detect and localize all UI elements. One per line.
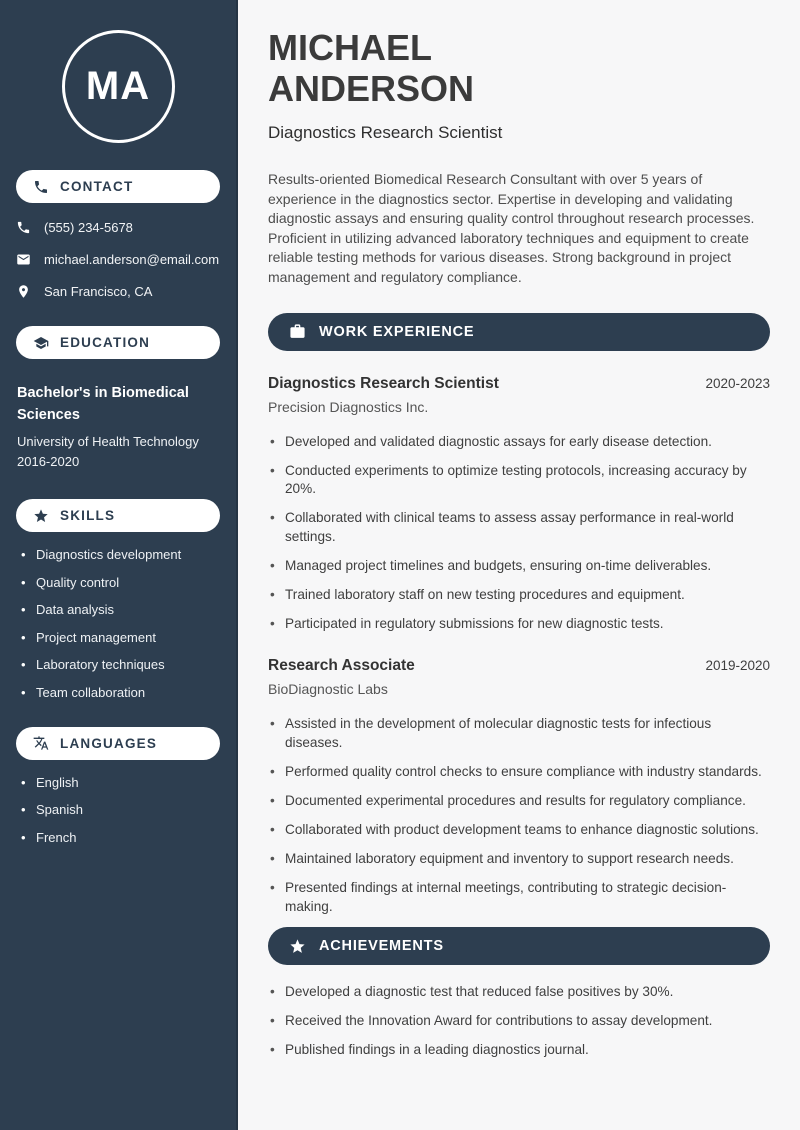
job-bullet: • Performed quality control checks to ensure compliance with industry standards. <box>270 763 770 781</box>
avatar-initials: MA <box>85 64 151 108</box>
contact-section-header <box>16 170 220 203</box>
job-company: Precision Diagnostics Inc. <box>268 398 429 415</box>
sidebar <box>0 0 238 1130</box>
skills-list <box>0 547 236 700</box>
contact-phone: (555) 234-5678 <box>44 220 133 235</box>
job-company: BioDiagnostic Labs <box>268 681 388 698</box>
education-degree: Bachelor's in Biomedical Sciences <box>17 385 189 424</box>
achievements-heading: ACHIEVEMENTS <box>319 938 444 955</box>
job-bullet: • Trained laboratory staff on new testing procedures and equipment. <box>270 586 770 604</box>
contact-location: San Francisco, CA <box>44 284 153 299</box>
skill-item: • Laboratory techniques <box>21 657 219 672</box>
main-column <box>238 0 800 1130</box>
avatar <box>62 30 175 143</box>
languages-section-header <box>16 727 220 760</box>
skills-heading: SKILLS <box>60 508 116 524</box>
work-experience-section-header <box>268 313 770 351</box>
skill-item: • Team collaboration <box>21 685 219 700</box>
job-bullet: • Collaborated with product development teams to enhance diagnostic solutions. <box>270 821 770 839</box>
mail-icon <box>16 252 31 267</box>
education-school-name: University of Health Technology <box>17 433 199 449</box>
languages-heading: LANGUAGES <box>60 735 158 751</box>
achievement-bullet: • Developed a diagnostic test that reduced false positives by 30%. <box>270 983 770 1001</box>
candidate-first-name: MICHAEL <box>268 27 432 68</box>
job-bullet: • Presented findings at internal meetings, contributing to strategic decision-making. <box>270 879 770 916</box>
education-section-header <box>16 326 220 359</box>
star-icon <box>289 938 306 955</box>
job-header <box>268 657 770 675</box>
job-bullet-list <box>268 433 770 634</box>
job-bullet: • Managed project timelines and budgets, ensuring on-time deliverables. <box>270 557 770 575</box>
contact-phone-row <box>16 220 220 235</box>
job-bullet: • Collaborated with clinical teams to assess assay performance in real-world settings. <box>270 509 770 546</box>
language-item: • Spanish <box>21 802 219 817</box>
work-experience-heading: WORK EXPERIENCE <box>319 323 475 340</box>
education-heading: EDUCATION <box>60 335 151 350</box>
achievements-section-header <box>268 927 770 965</box>
language-item: • English <box>21 775 219 790</box>
contact-email: michael.anderson@email.com <box>44 252 220 267</box>
contact-location-row <box>16 284 220 299</box>
translate-icon <box>33 735 49 751</box>
job-dates: 2020-2023 <box>705 375 770 391</box>
languages-list <box>0 775 236 845</box>
phone-icon <box>33 179 49 195</box>
skill-item: • Project management <box>21 630 219 645</box>
job-bullet: • Participated in regulatory submissions for new diagnostic tests. <box>270 615 770 633</box>
candidate-job-title: Diagnostics Research Scientist <box>268 123 503 143</box>
candidate-name <box>268 27 770 109</box>
job-bullet: • Assisted in the development of molecular diagnostic tests for infectious diseases. <box>270 715 770 752</box>
achievements-list <box>268 983 770 1060</box>
briefcase-icon <box>289 323 306 340</box>
contact-email-row <box>16 252 220 267</box>
star-icon <box>33 508 49 524</box>
education-years: 2016-2020 <box>17 454 80 470</box>
job-bullet: • Developed and validated diagnostic assays for early disease detection. <box>270 433 770 451</box>
education-school <box>17 432 219 472</box>
job-header <box>268 375 770 393</box>
location-pin-icon <box>16 284 31 299</box>
job-bullet: • Documented experimental procedures and results for regulatory compliance. <box>270 792 770 810</box>
skill-item: • Diagnostics development <box>21 547 219 562</box>
job-dates: 2019-2020 <box>705 658 770 674</box>
candidate-last-name: ANDERSON <box>268 68 475 110</box>
contact-list <box>0 220 236 299</box>
contact-heading: CONTACT <box>60 179 134 194</box>
job-title: Diagnostics Research Scientist <box>268 374 499 392</box>
phone-icon <box>16 220 31 235</box>
job-bullet-list <box>268 715 770 916</box>
education-entry <box>17 382 219 472</box>
achievement-bullet: • Received the Innovation Award for contributions to assay development. <box>270 1012 770 1030</box>
skill-item: • Data analysis <box>21 602 219 617</box>
skill-item: • Quality control <box>21 575 219 590</box>
job-title: Research Associate <box>268 657 415 675</box>
job-entry <box>268 657 770 916</box>
job-bullet: • Conducted experiments to optimize testing protocols, increasing accuracy by 20%. <box>270 462 770 499</box>
achievement-bullet: • Published findings in a leading diagnostics journal. <box>270 1041 770 1059</box>
skills-section-header <box>16 499 220 532</box>
graduation-cap-icon <box>33 335 49 351</box>
job-bullet: • Maintained laboratory equipment and inventory to support research needs. <box>270 850 770 868</box>
language-item: • French <box>21 830 219 845</box>
professional-summary: Results-oriented Biomedical Research Consultant with over 5 years of experience in the diagnostics sector. Expertise in developing and validating diagnostic assays and ensuring quality control throughout research processes. Proficient in utilizing advanced laboratory techniques and equipment to create reliable testing methods for various diseases. Strong background in project management and regulatory compliance. <box>268 171 755 286</box>
job-entry <box>268 375 770 634</box>
